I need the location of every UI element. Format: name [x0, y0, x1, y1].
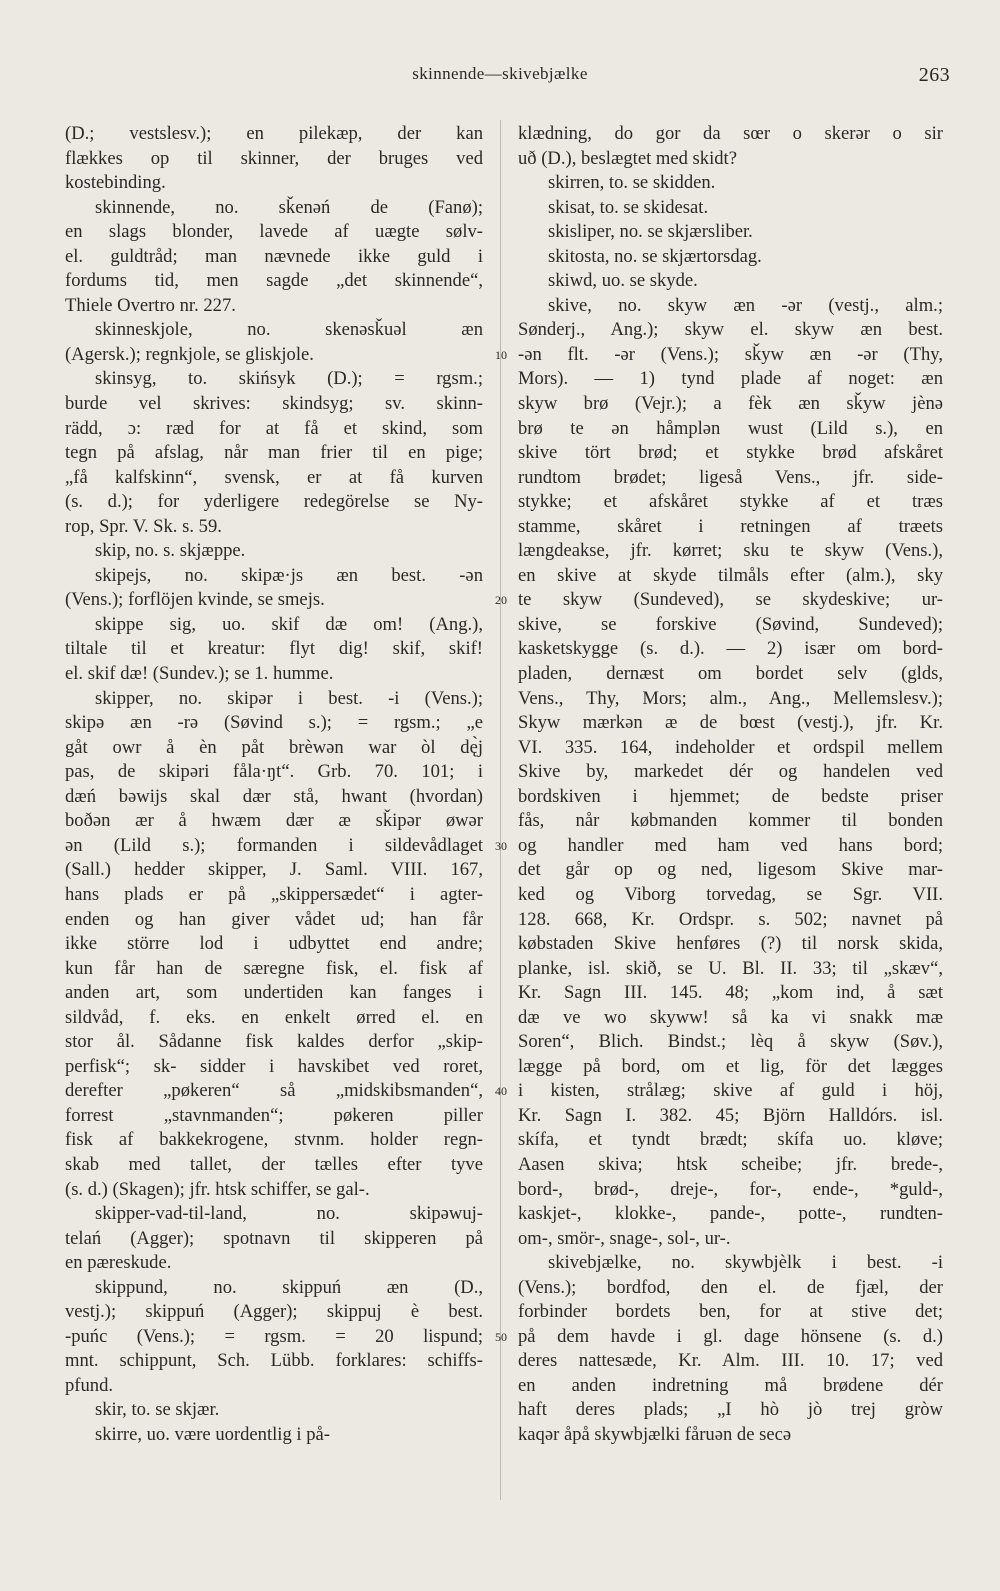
text-line: tiltale til et kreatur: flyt dig! skif, skif!	[65, 638, 483, 660]
text-line: i kisten, strålæg; skive af guld i höj,	[518, 1080, 943, 1102]
text-line: (s. d.) (Skagen); jfr. htsk schiffer, se gal-.	[65, 1178, 370, 1200]
text-line: flækkes op til skinner, der bruges ved	[65, 147, 483, 169]
text-line: om-, smör-, snage-, sol-, ur-.	[518, 1227, 731, 1249]
text-line: skipejs, no. skipæ·js æn best. -ən	[95, 564, 483, 586]
text-line: el. guldtråd; man nævnede ikke guld i	[65, 245, 483, 267]
text-line: enden og han giver vådet ud; han får	[65, 908, 483, 930]
text-line: skiwd, uo. se skyde.	[548, 270, 698, 292]
line-number: 40	[495, 1084, 507, 1099]
text-line: kaqər åpå skywbjælki fåruən de secə	[518, 1423, 792, 1445]
running-title: skinnende—skivebjælke	[412, 64, 588, 83]
text-line: VI. 335. 164, indeholder et ordspil mellem	[518, 736, 943, 758]
text-line: fås, når købmanden kommer til bonden	[518, 810, 943, 832]
text-line: bord-, brød-, dreje-, for-, ende-, *guld-,	[518, 1178, 943, 1200]
text-line: haft deres plads; „I hò jò trej gròw	[518, 1399, 943, 1421]
text-line: stykke; et afskåret stykke af et træs	[518, 491, 943, 513]
text-line: skisliper, no. se skjærsliber.	[548, 221, 753, 243]
text-line: skipə æn -rə (Søvind s.); = rgsm.; „e	[65, 712, 483, 734]
text-line: forrest „stavnmanden“; pøkeren piller	[65, 1104, 483, 1126]
text-line: Skyw mærkən æ de bœst (vestj.), jfr. Kr.	[518, 712, 943, 734]
text-line: købstaden Skive henføres (?) til norsk skida,	[518, 933, 943, 955]
text-line: „få kalfskinn“, svensk, er at få kurven	[65, 466, 483, 488]
text-line: skip, no. s. skjæppe.	[95, 540, 246, 562]
text-line: (Agersk.); regnkjole, se gliskjole.	[65, 343, 314, 365]
text-line: skirren, to. se skidden.	[548, 172, 716, 194]
text-line: det går op og ned, ligesom Skive mar-	[518, 859, 943, 881]
text-line: -ən flt. -ər (Vens.); sǩyw æn -ər (Thy,	[518, 343, 943, 365]
text-line: skinnende, no. sǩenəń de (Fanø);	[95, 196, 483, 218]
text-line: skippund, no. skippuń æn (D.,	[95, 1276, 483, 1298]
column-divider	[500, 120, 501, 1500]
text-line: hans plads er på „skippersædet“ i agter-	[65, 883, 483, 905]
text-line: vestj.); skippuń (Agger); skippuj è best.	[65, 1301, 483, 1323]
text-line: te skyw (Sundeved), se skydeskive; ur-	[518, 589, 943, 611]
left-column	[65, 122, 483, 1448]
text-line: (Sall.) hedder skipper, J. Saml. VIII. 167,	[65, 859, 483, 881]
text-line: på dem havde i gl. dage hönsene (s. d.)	[518, 1325, 943, 1347]
text-line: en skive at skyde tilmåls efter (alm.), sky	[518, 564, 943, 586]
text-line: dæ ve wo skyww! så ka vi snakk mæ	[518, 1006, 943, 1028]
text-line: dæń bəwijs skal dær stå, hwant (hvordan)	[65, 785, 483, 807]
text-line: skisat, to. se skidesat.	[548, 196, 709, 218]
text-line: fordums tid, men sagde „det skinnende“,	[65, 270, 483, 292]
text-line: Kr. Sagn I. 382. 45; Björn Halldórs. isl.	[518, 1104, 943, 1126]
text-line: skinsyg, to. skińsyk (D.); = rgsm.;	[95, 368, 483, 390]
text-line: skive, no. skyw æn -ər (vestj., alm.;	[548, 294, 943, 316]
text-line: stamme, skåret i retningen af træets	[518, 515, 943, 537]
text-line: perfisk“; sk- sidder i havskibet ved roret,	[65, 1055, 483, 1077]
text-line: kun får han de særegne fisk, el. fisk af	[65, 957, 483, 979]
text-line: en anden indretning må brødene dér	[518, 1374, 943, 1396]
text-line: kostebinding.	[65, 172, 166, 194]
text-line: skipper-vad-til-land, no. skipəwuj-	[95, 1203, 483, 1225]
text-line: Aasen skiva; htsk scheibe; jfr. brede-,	[518, 1153, 943, 1175]
text-line: skive, se forskive (Søvind, Sundeved);	[518, 613, 943, 635]
line-number: 50	[495, 1329, 507, 1344]
text-line: brø te ən håmplən wust (Lild s.), en	[518, 417, 943, 439]
page-number: 263	[918, 64, 950, 86]
text-line: (Vens.); forflöjen kvinde, se smejs.	[65, 589, 325, 611]
text-line: (s. d.); for yderligere redegörelse se Ny-	[65, 491, 483, 513]
text-line: derefter „pøkeren“ så „midskibsmanden“,	[65, 1080, 483, 1102]
text-line: skipper, no. skipər i best. -i (Vens.);	[95, 687, 483, 709]
text-line: en slags blonder, lavede af uægte sølv-	[65, 221, 483, 243]
text-line: stor ål. Sådanne fisk kaldes derfor „skip-	[65, 1031, 483, 1053]
text-line: ən (Lild s.); formanden i sildevådlaget	[65, 834, 483, 856]
text-line: Kr. Sagn III. 145. 48; „kom ind, å sæt	[518, 982, 943, 1004]
text-line: (Vens.); bordfod, den el. de fjæl, der	[518, 1276, 943, 1298]
text-line: skab med tallet, der tælles efter tyve	[65, 1153, 483, 1175]
text-line: en pæreskude.	[65, 1252, 172, 1274]
text-line: skitosta, no. se skjærtorsdag.	[548, 245, 762, 267]
text-line: og handler med ham ved hans bord;	[518, 834, 943, 856]
text-line: ked og Viborg torvedag, se Sgr. VII.	[518, 883, 943, 905]
text-line: mnt. schippunt, Sch. Lübb. forklares: schiffs-	[65, 1350, 483, 1372]
text-line: anden art, som undertiden kan fanges i	[65, 982, 483, 1004]
text-line: boðən ær å hwæm dær æ sǩipər øwər	[65, 810, 483, 832]
text-line: Mors). — 1) tynd plade af noget: æn	[518, 368, 943, 390]
text-line: ikke större lod i udbyttet end andre;	[65, 933, 483, 955]
text-line: forbinder bordets ben, for at stive det;	[518, 1301, 943, 1323]
line-number: 10	[495, 347, 507, 362]
line-number: 30	[495, 838, 507, 853]
text-line: telań (Agger); spotnavn til skipperen på	[65, 1227, 483, 1249]
right-column	[518, 122, 943, 1448]
text-line: -puńc (Vens.); = rgsm. = 20 lispund;	[65, 1325, 483, 1347]
text-line: tegn på afslag, når man frier til en pige;	[65, 442, 483, 464]
text-line: rädd, ɔ: ræd for at få et skind, som	[65, 417, 483, 439]
text-line: (D.; vestslesv.); en pilekæp, der kan	[65, 123, 483, 144]
text-line: skippe sig, uo. skif dæ om! (Ang.),	[95, 613, 483, 635]
text-line: pfund.	[65, 1374, 114, 1396]
text-line: skífa, et tyndt brædt; skífa uo. kløve;	[518, 1129, 943, 1151]
text-line: Thiele Overtro nr. 227.	[65, 294, 236, 316]
text-line: pladen, dernæst om bordet selv (glds,	[518, 663, 943, 685]
text-line: lægge på bord, om et lig, för det lægges	[518, 1055, 943, 1077]
text-line: Vens., Thy, Mors; alm., Ang., Mellemslesv.);	[518, 687, 943, 709]
text-line: rop, Spr. V. Sk. s. 59.	[65, 515, 222, 537]
text-line: skive tört brød; et stykke brød afskåret	[518, 442, 943, 464]
text-line: Skive by, markedet dér og handelen ved	[518, 761, 943, 783]
text-line: uð (D.), beslægtet med skidt?	[518, 147, 737, 169]
text-line: skivebjælke, no. skywbjèlk i best. -i	[548, 1252, 943, 1274]
text-line: klædning, do gor da sœr o skerər o sir	[518, 123, 943, 144]
text-line: Sønderj., Ang.); skyw el. skyw æn best.	[518, 319, 943, 341]
text-line: Soren“, Blich. Bindst.; lèq å skyw (Søv.),	[518, 1031, 943, 1053]
text-line: bordskiven i hjemmet; de bedste priser	[518, 785, 943, 807]
text-line: skyw brø (Vejr.); a fèk æn sǩyw jènə	[518, 393, 943, 415]
text-line: burde vel skrives: skindsyg; sv. skinn-	[65, 393, 483, 415]
text-line: kaskjet-, klokke-, pande-, potte-, rundten-	[518, 1203, 943, 1225]
text-line: planke, isl. skið, se U. Bl. II. 33; til „skæv“,	[518, 957, 943, 979]
text-line: pas, de skipəri fåla·ŋt“. Grb. 70. 101; i	[65, 761, 483, 783]
text-line: skir, to. se skjær.	[95, 1399, 220, 1421]
text-line: 128. 668, Kr. Ordspr. s. 502; navnet på	[518, 908, 943, 930]
text-line: længdeakse, jfr. kørret; sku te skyw (Vens.),	[518, 540, 943, 562]
text-line: skinneskjole, no. skenəsǩuəl æn	[95, 319, 483, 341]
text-line: sildvåd, f. eks. en enkelt ørred el. en	[65, 1006, 483, 1028]
text-line: gåt owr å èn påt brèwən war òl dę̀j	[65, 736, 483, 758]
text-line: skirre, uo. være uordentlig i på-	[95, 1423, 330, 1445]
text-line: kasketskygge (s. d.). — 2) især om bord-	[518, 638, 943, 660]
text-line: el. skif dæ! (Sundev.); se 1. humme.	[65, 663, 334, 685]
text-line: deres nattesæde, Kr. Alm. III. 10. 17; ved	[518, 1350, 943, 1372]
line-number: 20	[495, 593, 507, 608]
text-line: fisk af bakkekrogene, stvnm. holder regn-	[65, 1129, 483, 1151]
text-line: rundtom brødet; ligeså Vens., jfr. side-	[518, 466, 943, 488]
